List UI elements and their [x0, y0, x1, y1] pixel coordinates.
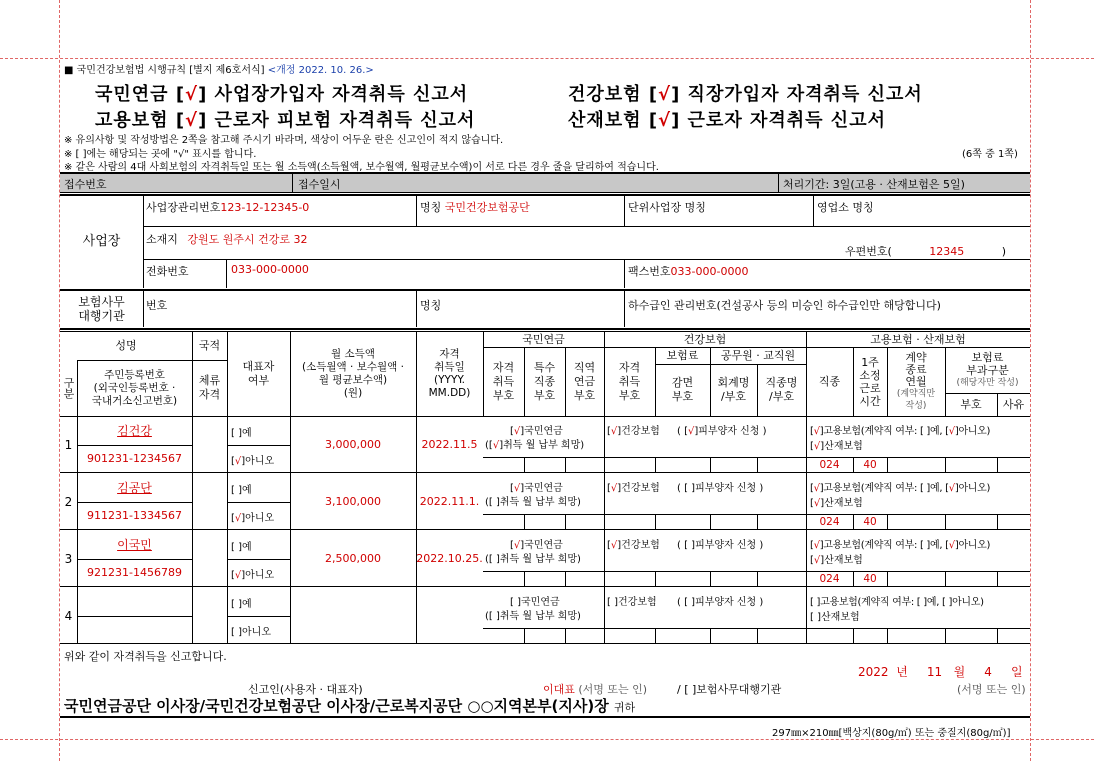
note-line: ※ 유의사항 및 작성방법은 2쪽을 참고해 주시기 바라며, 색상이 어두운 란은 신고인이 적지 않습니다. [64, 135, 504, 146]
header-text: 시간 [859, 394, 881, 408]
bracket: [ [810, 555, 814, 566]
np-checkbox[interactable] [510, 479, 563, 494]
ei-checkbox[interactable] [810, 479, 990, 494]
receipt-date-label: 접수일시 [298, 178, 341, 191]
header-text: 1주 [861, 355, 879, 369]
checkbox-label: ]아니오 [238, 627, 271, 638]
col-acquisition-date [416, 332, 483, 416]
bracket: [ [607, 597, 611, 608]
title-text: ] 근로자 피보험 자격취득 신고서 [198, 110, 476, 131]
checkbox-label: ]아니오) [954, 483, 991, 494]
workplace-address [146, 231, 308, 247]
checkbox-label: ]아니오) [948, 597, 984, 608]
checkbox-label: ]고용보험(계약직 여부: [ ]예, [ [819, 540, 949, 551]
hi-checkbox[interactable] [607, 422, 660, 437]
checkbox-label: ]산재보험 [820, 441, 863, 452]
row-number: 1 [64, 438, 73, 452]
col-national-pension: 국민연금 [522, 332, 565, 346]
col-hi-reduction-code [655, 364, 710, 416]
header-text: 자격 [439, 348, 460, 360]
checkbox-label: ]국민연금 [517, 597, 560, 608]
check-mark: √ [234, 456, 242, 467]
bracket: [ [810, 441, 814, 452]
date-label: 년 [896, 665, 908, 679]
addressee [64, 695, 635, 716]
date-month: 11 [926, 665, 943, 679]
report-date [858, 663, 1023, 680]
header-note: 작성) [905, 400, 927, 411]
check-mark: √ [234, 513, 242, 524]
bracket: [ [810, 597, 814, 608]
row-name: 김공단 [117, 481, 152, 495]
check-mark: √ [492, 440, 500, 451]
field-label: 사업장관리번호 [146, 201, 221, 214]
header-text: (원) [343, 387, 363, 399]
rep-no-checkbox[interactable] [231, 452, 274, 467]
header-text: 특수 [533, 360, 556, 374]
title-industrial-accident [568, 106, 886, 132]
bracket: [ [231, 570, 235, 581]
bracket: ( [ [677, 483, 688, 494]
bracket: ( [485, 554, 489, 565]
row-rrn: 911231-1334567 [87, 508, 182, 522]
check-mark: √ [513, 483, 521, 494]
col-employment-insurance: 고용보험 · 산재보험 [870, 332, 966, 346]
signer-name-value: 이대표 [543, 683, 575, 696]
checkbox-label: ]산재보험 [820, 555, 863, 566]
ei-job-code: 024 [819, 459, 840, 471]
header-text: 계약 [905, 350, 927, 364]
header-text: 보험료 [971, 350, 1004, 364]
row-rrn: 901231-1234567 [87, 451, 182, 465]
header-text: 직종 [533, 374, 556, 388]
col-hi-acq-code [604, 347, 655, 416]
col-representative [227, 332, 290, 416]
col-income [290, 332, 416, 416]
check-mark: √ [610, 540, 618, 551]
check-mark: √ [948, 483, 955, 494]
phone-label: 전화번호 [146, 265, 189, 278]
check-mark: √ [948, 426, 955, 437]
header-text: 취득 [618, 374, 641, 388]
bracket: [ [607, 483, 611, 494]
ei-weekly-hours: 40 [863, 516, 877, 528]
checkbox-label: ]취득 월 납부 희망) [496, 554, 581, 565]
check-mark: √ [948, 540, 955, 551]
ei-checkbox[interactable] [810, 536, 990, 551]
title-employment-insurance [95, 106, 475, 132]
bracket: [ [810, 540, 814, 551]
agency-signer-label: / [ ]보험사무대행기관 [677, 683, 782, 696]
bracket: ( [485, 611, 489, 622]
col-hi-job [757, 364, 806, 416]
header-text: 연금 [573, 374, 596, 388]
field-value: 강원도 원주시 건강로 32 [187, 233, 308, 246]
unit-workplace-label: 단위사업장 명칭 [628, 201, 706, 214]
checkbox-label: ]국민연금 [520, 483, 563, 494]
bracket: [ [510, 426, 514, 437]
date-label: 일 [1010, 665, 1023, 679]
checkbox-label: ]건강보험 [617, 426, 660, 437]
title-text: 국민연금 [ [95, 84, 186, 105]
checkbox-label: ]피부양자 신청 ) [691, 540, 764, 551]
np-checkbox[interactable] [510, 593, 560, 608]
ei-job-code: 024 [819, 573, 840, 585]
header-text: 국내거소신고번호) [91, 394, 178, 407]
col-ei-code: 부호 [960, 397, 982, 411]
ei-weekly-hours [853, 629, 887, 643]
check-mark: √ [234, 570, 242, 581]
fax [628, 263, 748, 279]
np-payment-checkbox[interactable] [485, 607, 581, 622]
bracket: [ [510, 597, 514, 608]
check-mark: √ [813, 555, 821, 566]
header-text: /부호 [769, 390, 794, 403]
rep-yes-checkbox[interactable]: [ ]예 [231, 428, 252, 439]
header-text: (YYYY. [434, 374, 465, 386]
col-ei-reason: 사유 [1002, 397, 1025, 411]
check-mark: √ [185, 110, 199, 131]
row-income: 3,100,000 [325, 495, 381, 508]
col-np-acq-code [483, 347, 524, 416]
rep-yes-checkbox[interactable]: [ ]예 [231, 599, 252, 610]
header-text: 종료 [905, 362, 927, 376]
header-text: 부호 [533, 388, 556, 402]
col-np-occupational-code [565, 347, 604, 416]
field-value: 033-000-0000 [670, 265, 749, 278]
addressee-suffix: 귀하 [613, 701, 636, 714]
header-text: 소정 [859, 368, 881, 382]
branch-label: 영업소 명칭 [817, 201, 874, 214]
revision-text: <개정 2022. 10. 26.> [267, 65, 374, 76]
processing-period: 처리기간: 3일(고용 · 산재보험은 5일) [783, 178, 965, 191]
checkbox-label: ]국민연금 [520, 426, 563, 437]
np-checkbox[interactable] [510, 422, 563, 437]
ia-checkbox[interactable] [810, 608, 860, 623]
check-mark: √ [658, 84, 672, 105]
header-note: (계약직만 [896, 388, 936, 399]
ei-weekly-hours: 40 [863, 573, 877, 585]
checkbox-label: ]아니오 [241, 456, 275, 467]
col-np-special-code [524, 347, 565, 416]
bracket: ( [ [677, 426, 688, 437]
ei-job-code [806, 629, 853, 643]
header-text: (소득월액 · 보수월액 · [302, 361, 404, 373]
checkbox-label: ]피부양자 신청 ) [691, 597, 764, 608]
checkbox-label: ]고용보험(계약직 여부: [ ]예, [ [816, 597, 946, 608]
checkbox-label: ]고용보험(계약직 여부: [ ]예, [ [819, 483, 949, 494]
bracket: [ [488, 611, 493, 622]
checkbox-label: ]건강보험 [614, 597, 657, 608]
np-payment-checkbox[interactable] [485, 493, 581, 508]
field-label: 명칭 [420, 201, 442, 214]
check-mark: √ [513, 426, 521, 437]
row-date: 2022.10.25. [416, 552, 483, 565]
header-text: 회계명 [717, 376, 750, 389]
row-name [77, 588, 192, 616]
header-text: 부과구분 [966, 363, 1009, 377]
page-indicator: (6쪽 중 1쪽) [962, 149, 1018, 160]
label-line: 보험사무 [78, 295, 125, 309]
bracket: [ [810, 612, 814, 623]
bracket: ( [ [677, 597, 688, 608]
header-text: 자격 [198, 388, 221, 401]
receipt-number-label: 접수번호 [64, 178, 107, 191]
field-value: 12345 [929, 245, 965, 258]
checkbox-label: ]건강보험 [617, 483, 660, 494]
form-reference [64, 61, 374, 76]
note-line: ※ 같은 사람의 4대 사회보험의 자격취득일 또는 월 소득액(소득월액, 보수월액, 월평균보수액)이 서로 다른 경우 줄을 달리하여 적습니다. [64, 162, 659, 173]
bracket: [ [607, 540, 611, 551]
row-rrn [77, 616, 192, 643]
date-year: 2022 [858, 665, 889, 679]
agency-number-label: 번호 [146, 299, 168, 312]
title-text: ] 사업장가입자 자격취득 신고서 [198, 84, 469, 105]
header-text: 주민등록번호 [104, 368, 165, 381]
header-text: 여부 [247, 374, 270, 387]
row-number: 2 [64, 495, 73, 509]
rep-no-checkbox[interactable] [231, 509, 274, 524]
bracket: [ [810, 426, 814, 437]
signer-label: 신고인(사용자 · 대표자) [248, 683, 363, 696]
workplace-section-label: 사업장 [82, 233, 121, 249]
col-health-insurance: 건강보험 [683, 332, 727, 346]
checkbox-label: ]취득 월 납부 희망) [496, 497, 581, 508]
ia-checkbox[interactable] [810, 551, 863, 566]
date-day: 4 [984, 665, 992, 679]
check-mark: √ [513, 540, 521, 551]
check-mark: √ [610, 483, 618, 494]
header-text: (외국인등록번호 · [93, 381, 176, 394]
np-payment-checkbox[interactable] [485, 436, 584, 451]
title-text: ] 직장가입자 자격취득 신고서 [671, 84, 923, 105]
row-number: 4 [64, 609, 73, 623]
header-text: 직종명 [765, 376, 798, 389]
field-label: 우편번호( [845, 245, 892, 258]
bracket: [ [488, 497, 493, 508]
check-mark: √ [813, 498, 821, 509]
title-text: 건강보험 [ [568, 84, 659, 105]
header-text: 부호 [671, 390, 694, 403]
row-rrn: 921231-1456789 [87, 565, 182, 579]
check-mark: √ [813, 540, 820, 551]
header-text: 취득 [492, 374, 515, 388]
header-text: 월 소득액 [331, 348, 375, 360]
title-text: 산재보험 [ [568, 110, 659, 131]
ia-checkbox[interactable] [810, 494, 863, 509]
checkbox-label: ]아니오) [954, 426, 991, 437]
paper-spec: 297㎜×210㎜[백상지(80g/㎡) 또는 중질지(80g/㎡)] [772, 728, 1011, 739]
rep-no-checkbox[interactable] [231, 623, 271, 638]
ei-job-code: 024 [819, 516, 840, 528]
header-text: 월 평균보수액) [318, 374, 388, 386]
sign-note: (서명 또는 인) [578, 683, 648, 696]
checkbox-label: ]피부양자 신청 ) [694, 426, 767, 437]
bracket: [ [231, 456, 235, 467]
agency-section-label [60, 291, 143, 327]
ei-checkbox[interactable] [810, 422, 990, 437]
check-mark: √ [813, 483, 820, 494]
field-value: 국민건강보험공단 [444, 201, 530, 214]
rep-yes-checkbox[interactable]: [ ]예 [231, 485, 252, 496]
checkbox-label: ]아니오 [241, 570, 275, 581]
bracket: [ [231, 627, 235, 638]
declaration-text: 위와 같이 자격취득을 신고합니다. [64, 650, 227, 663]
check-mark: √ [185, 84, 199, 105]
addressee-text: 국민연금공단 이사장/국민건강보험공단 이사장/근로복지공단 ○○지역본부(지사)장 [64, 697, 609, 715]
bracket: [ [488, 440, 493, 451]
header-text: /부호 [721, 390, 746, 403]
row-income: 2,500,000 [325, 552, 381, 565]
subcontractor-label: 하수급인 관리번호(건설공사 등의 미승인 하수급인만 해당합니다) [628, 299, 941, 312]
check-mark: √ [813, 441, 821, 452]
field-label: 팩스번호 [628, 265, 671, 278]
ia-checkbox[interactable] [810, 437, 863, 452]
title-national-pension [95, 80, 468, 106]
agency-name-label: 명칭 [420, 299, 442, 312]
bracket: [ [810, 483, 814, 494]
checkbox-label: ]취득 월 납부 희망) [496, 611, 581, 622]
row-date: 2022.11.5 [421, 438, 478, 451]
title-health-insurance [568, 80, 923, 106]
bracket: [ [488, 554, 493, 565]
col-residence [192, 360, 227, 416]
bracket: [ [810, 498, 814, 509]
col-hi-premium: 보험료 [666, 348, 699, 362]
col-category [60, 360, 77, 416]
bracket: [ [607, 426, 611, 437]
field-value: 123-12-12345-0 [220, 201, 310, 214]
header-text: 부호 [492, 388, 515, 402]
row-number: 3 [64, 552, 73, 566]
dependent-checkbox[interactable] [677, 422, 766, 437]
header-text: 체류 [198, 374, 221, 387]
title-text: ] 근로자 자격취득 신고서 [671, 110, 886, 131]
form-ref-text: ■ 국민건강보험법 시행규칙 [별지 제6호서식] [64, 65, 268, 76]
row-income: 3,000,000 [325, 438, 381, 451]
note-line: ※ [ ]에는 해당되는 곳에 "√" 표시를 합니다. [64, 149, 257, 160]
header-text: MM.DD) [428, 387, 471, 399]
checkbox-label: ]피부양자 신청 ) [691, 483, 764, 494]
bracket: [ [231, 513, 235, 524]
col-nationality: 국적 [198, 339, 221, 352]
field-label: ) [1001, 245, 1007, 258]
col-ei-job: 직종 [818, 374, 841, 388]
col-hi-account [710, 364, 757, 416]
checkbox-label: ]취득 월 납부 희망) [499, 440, 585, 451]
agency-sign-note: (서명 또는 인) [957, 683, 1026, 696]
np-checkbox[interactable] [510, 536, 563, 551]
bracket: [ [510, 483, 514, 494]
header-text: 자격 [492, 360, 515, 374]
workplace-name [420, 199, 530, 215]
header-text: 근로 [859, 381, 881, 395]
header-note: (해당자만 작성) [956, 377, 1019, 388]
col-name: 성명 [115, 339, 137, 352]
bracket: ( [ [677, 540, 688, 551]
hi-checkbox[interactable] [607, 536, 660, 551]
hi-checkbox[interactable] [607, 479, 660, 494]
row-date [416, 588, 483, 644]
hi-checkbox[interactable] [607, 593, 657, 608]
rep-no-checkbox[interactable] [231, 566, 274, 581]
checkbox-label: ]아니오 [241, 513, 275, 524]
header-text: 자격 [618, 360, 641, 374]
field-label: 소재지 [146, 233, 178, 246]
dependent-checkbox[interactable] [677, 593, 763, 608]
dependent-checkbox[interactable] [677, 536, 763, 551]
col-ei-contract-end [887, 347, 945, 416]
row-income [290, 588, 416, 644]
title-text: 고용보험 [ [95, 110, 186, 131]
checkbox-label: ]건강보험 [617, 540, 660, 551]
check-mark: √ [687, 426, 695, 437]
phone-value: 033-000-0000 [231, 263, 309, 276]
label-line: 대행기관 [78, 309, 125, 323]
checkbox-label: ]산재보험 [817, 612, 860, 623]
header-text: 직역 [573, 360, 596, 374]
bracket: ( [485, 497, 489, 508]
header-text: 감면 [671, 376, 694, 389]
header-text: 취득일 [434, 361, 465, 373]
rep-yes-checkbox[interactable]: [ ]예 [231, 542, 252, 553]
ei-checkbox[interactable] [810, 593, 984, 608]
dependent-checkbox[interactable] [677, 479, 763, 494]
row-name: 김건강 [117, 424, 152, 438]
header-text: 구분 [62, 377, 75, 399]
header-text: 부호 [573, 388, 596, 402]
header-text: 대표자 [242, 360, 275, 373]
bracket: ( [485, 440, 489, 451]
bracket: [ [510, 540, 514, 551]
guide-line [0, 739, 1094, 740]
date-label: 월 [953, 665, 966, 679]
guide-line [1030, 0, 1031, 761]
ei-weekly-hours: 40 [863, 459, 877, 471]
checkbox-label: ]아니오) [954, 540, 991, 551]
col-ei-hours [853, 347, 887, 416]
np-payment-checkbox[interactable] [485, 550, 581, 565]
workplace-mgmt-no [146, 199, 309, 215]
header-text: 연월 [905, 374, 927, 388]
check-mark: √ [610, 426, 618, 437]
row-date: 2022.11.1. [419, 495, 480, 508]
guide-line [0, 58, 1094, 59]
check-mark: √ [658, 110, 672, 131]
checkbox-label: ]산재보험 [820, 498, 863, 509]
col-rrn [77, 360, 192, 416]
row-name: 이국민 [117, 538, 152, 552]
check-mark: √ [813, 426, 820, 437]
checkbox-label: ]국민연금 [520, 540, 563, 551]
header-text: 부호 [618, 388, 641, 402]
col-ei-premium-class [945, 347, 1030, 393]
checkbox-label: ]고용보험(계약직 여부: [ ]예, [ [819, 426, 949, 437]
postal-code [845, 243, 1006, 259]
col-hi-public: 공무원 · 교직원 [720, 348, 796, 362]
